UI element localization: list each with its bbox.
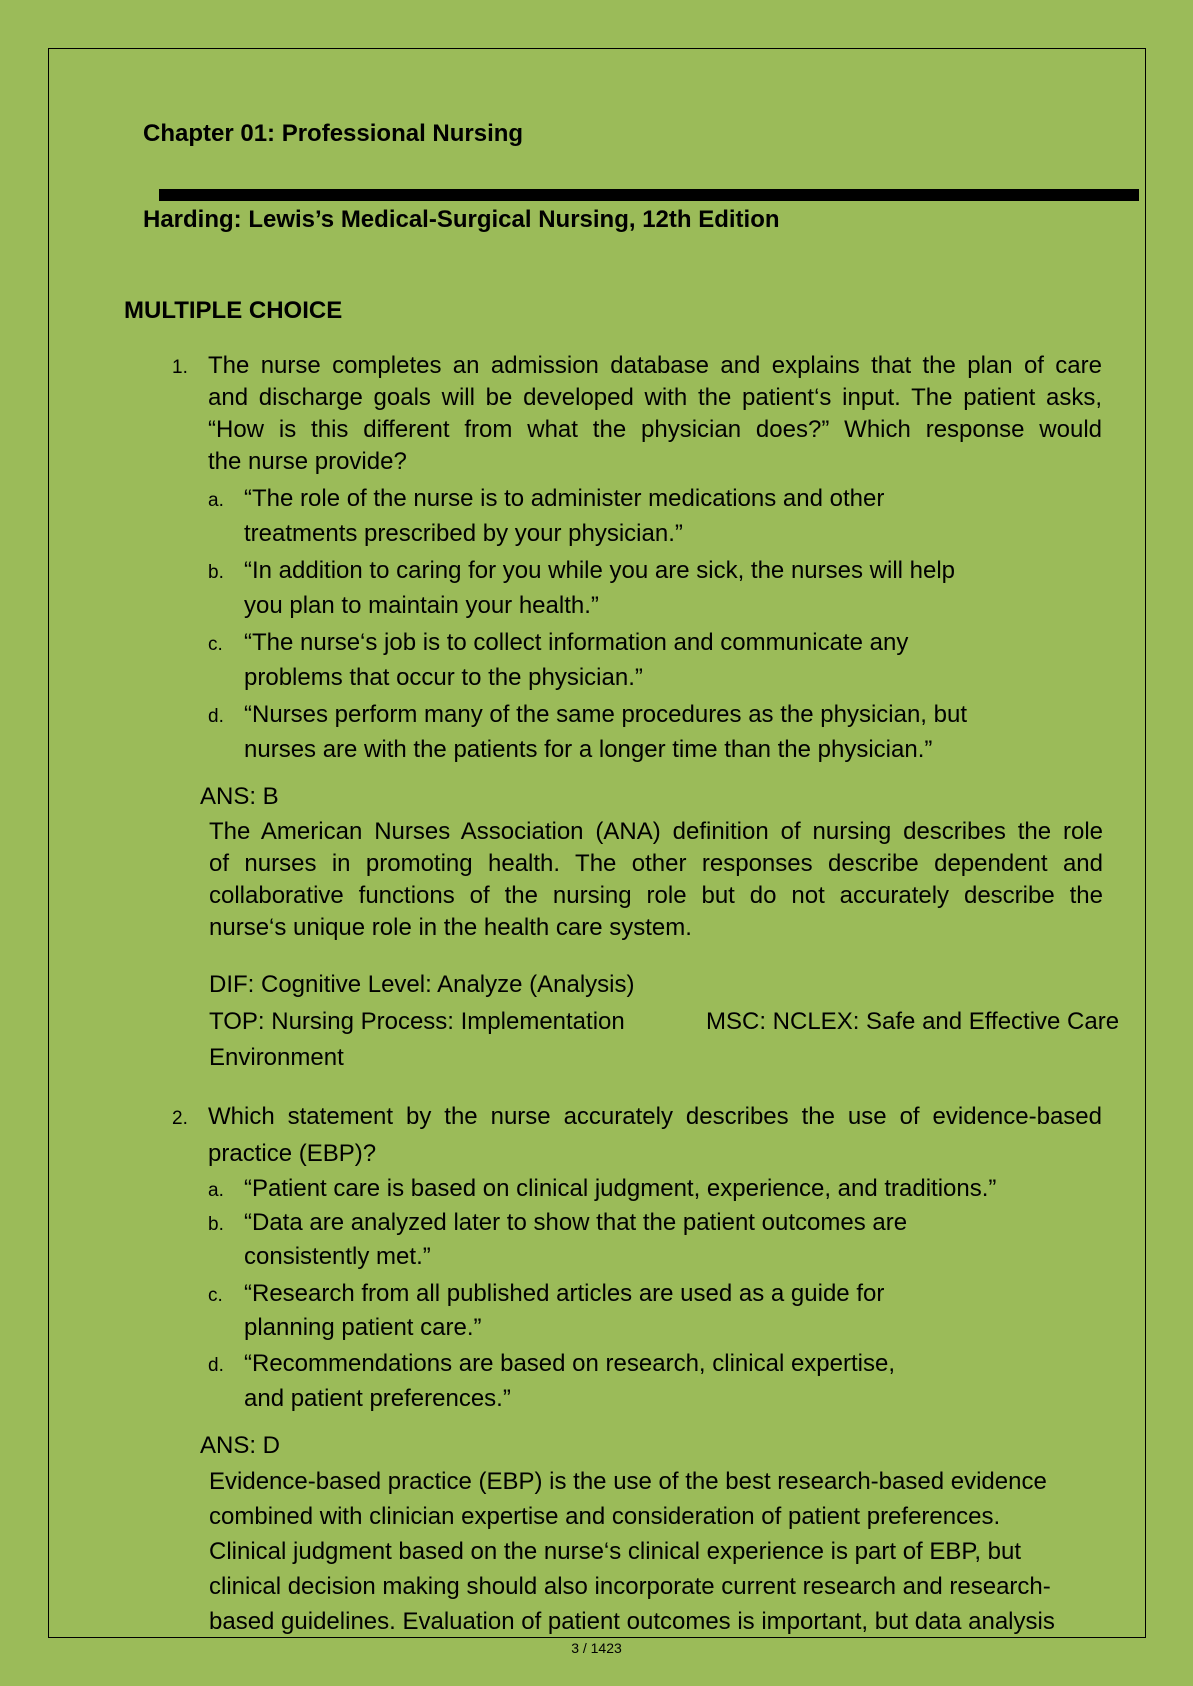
msc-meta: MSC: NCLEX: Safe and Effective Care — [706, 1008, 1120, 1035]
question-stem-line: the nurse provide? — [208, 448, 407, 475]
option-text: “The nurse‘s job is to collect information and communicate any — [244, 629, 909, 656]
option-letter: c. — [208, 634, 223, 655]
rationale-line: Clinical judgment based on the nurse‘s clinical experience is part of EBP, but — [209, 1538, 1022, 1565]
option-letter: a. — [208, 1180, 224, 1201]
option-text: “The role of the nurse is to administer medications and other — [244, 485, 885, 512]
option-letter: c. — [208, 1285, 223, 1306]
option-letter: a. — [208, 490, 224, 511]
option-text: and patient preferences.” — [244, 1385, 511, 1412]
topic-meta: TOP: Nursing Process: Implementation — [209, 1008, 625, 1035]
question-number: 1. — [172, 357, 188, 378]
section-title: MULTIPLE CHOICE — [124, 297, 343, 324]
rationale-line: Evidence-based practice (EBP) is the use of the best research-based evidence — [209, 1468, 1047, 1495]
answer-key: ANS: D — [200, 1432, 281, 1459]
option-text: “Recommendations are based on research, clinical expertise, — [244, 1350, 895, 1377]
option-text: “Data are analyzed later to show that the patient outcomes are — [244, 1209, 908, 1236]
page-number: 3 / 1423 — [571, 1640, 622, 1656]
question-number: 2. — [172, 1108, 188, 1129]
msc-meta-continued: Environment — [209, 1044, 344, 1071]
rationale-line: based guidelines. Evaluation of patient outcomes is important, but data analysis — [209, 1608, 1055, 1635]
option-text: “Patient care is based on clinical judgment, experience, and traditions.” — [244, 1175, 997, 1202]
rationale-line: nurse‘s unique role in the health care system. — [209, 914, 692, 941]
option-letter: b. — [208, 562, 224, 583]
question-stem-line: Which statement by the nurse accurately describes the use of evidence-based — [208, 1103, 1102, 1130]
question-stem-line: practice (EBP)? — [208, 1140, 377, 1167]
question-stem-line: “How is this different from what the physician does?” Which response would — [208, 416, 1102, 443]
answer-key: ANS: B — [200, 783, 279, 810]
option-letter: b. — [208, 1214, 224, 1235]
option-letter: d. — [208, 1355, 224, 1376]
option-text: treatments prescribed by your physician.” — [244, 520, 683, 547]
book-title: Harding: Lewis’s Medical-Surgical Nursing, 12th Edition — [143, 206, 780, 233]
question-stem-line: and discharge goals will be developed with the patient‘s input. The patient asks, — [208, 384, 1102, 411]
header-divider — [159, 189, 1139, 201]
option-text: you plan to maintain your health.” — [244, 592, 599, 619]
rationale-line: collaborative functions of the nursing role but do not accurately describe the — [209, 882, 1103, 909]
rationale-line: of nurses in promoting health. The other responses describe dependent and — [209, 850, 1103, 877]
option-text: consistently met.” — [244, 1243, 431, 1270]
option-text: planning patient care.” — [244, 1314, 482, 1341]
rationale-line: clinical decision making should also incorporate current research and research- — [209, 1573, 1051, 1600]
chapter-title: Chapter 01: Professional Nursing — [143, 120, 524, 147]
option-text: “In addition to caring for you while you are sick, the nurses will help — [244, 557, 956, 584]
difficulty-meta: DIF: Cognitive Level: Analyze (Analysis) — [209, 971, 635, 998]
question-stem-line: The nurse completes an admission database and explains that the plan of care — [208, 352, 1102, 379]
rationale-line: combined with clinician expertise and consideration of patient preferences. — [209, 1503, 1001, 1530]
option-text: nurses are with the patients for a longer time than the physician.” — [244, 736, 933, 763]
option-text: problems that occur to the physician.” — [244, 664, 643, 691]
option-text: “Research from all published articles are used as a guide for — [244, 1280, 885, 1307]
rationale-line: The American Nurses Association (ANA) definition of nursing describes the role — [209, 818, 1103, 845]
option-letter: d. — [208, 706, 224, 727]
option-text: “Nurses perform many of the same procedures as the physician, but — [244, 701, 967, 728]
